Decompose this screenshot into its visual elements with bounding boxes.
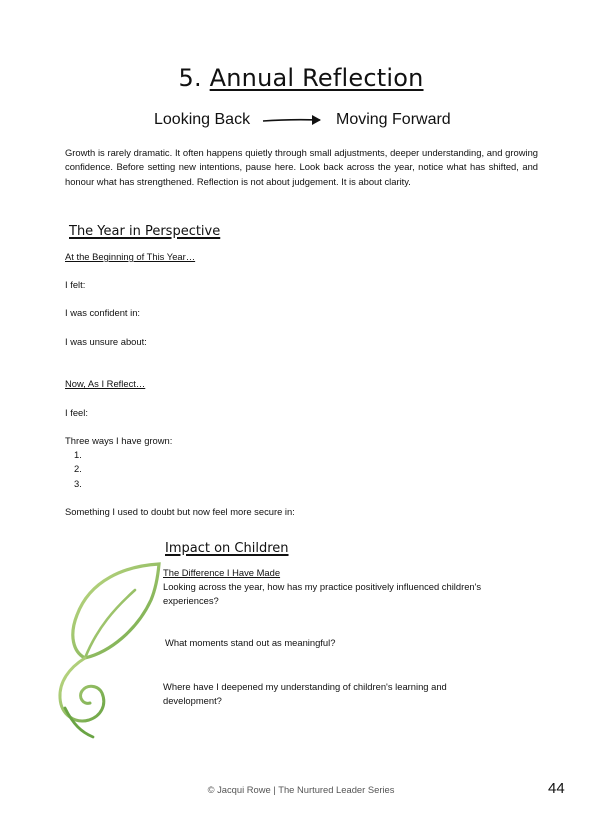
list-number-1: 1. bbox=[74, 449, 82, 460]
title-number: 5. bbox=[178, 64, 202, 92]
subtitle-moving-forward: Moving Forward bbox=[336, 111, 451, 128]
subtitle-looking-back: Looking Back bbox=[154, 111, 251, 128]
prompt-feel: I feel: bbox=[65, 407, 88, 418]
now-heading: Now, As I Reflect… bbox=[65, 378, 146, 389]
list-number-3: 3. bbox=[74, 478, 82, 489]
prompt-felt: I felt: bbox=[65, 279, 86, 290]
list-number-2: 2. bbox=[74, 463, 82, 474]
arrow-right-icon bbox=[262, 113, 324, 132]
impact-question-1: Looking across the year, how has my practice positively influenced children's experiences? bbox=[163, 581, 482, 606]
prompt-grown: Three ways I have grown: bbox=[65, 435, 173, 446]
page-number: 44 bbox=[548, 780, 565, 797]
intro-paragraph: Growth is rarely dramatic. It often happens quietly through small adjustments, deeper understanding, and growing confidence. Before setting new intentions, pause here. Look back across the year, notice what has shifted, and honour what has strengthened. Reflection is not about judgement. It is about clarity. bbox=[65, 147, 538, 187]
title-text: Annual Reflection bbox=[209, 64, 424, 92]
prompt-confident: I was confident in: bbox=[65, 307, 141, 318]
section-title-perspective: The Year in Perspective bbox=[69, 224, 221, 239]
beginning-heading: At the Beginning of This Year… bbox=[65, 251, 196, 262]
prompt-unsure: I was unsure about: bbox=[65, 336, 147, 347]
footer-credit: © Jacqui Rowe | The Nurtured Leader Series bbox=[207, 784, 395, 795]
prompt-doubt: Something I used to doubt but now feel more secure in: bbox=[65, 506, 295, 517]
impact-heading: The Difference I Have Made bbox=[163, 567, 281, 578]
section-title-impact: Impact on Children bbox=[165, 541, 289, 556]
impact-question-3: Where have I deepened my understanding of children's learning and development? bbox=[163, 681, 447, 706]
leaf-illustration bbox=[55, 560, 165, 750]
impact-question-2: What moments stand out as meaningful? bbox=[165, 637, 336, 648]
page-title bbox=[0, 64, 602, 92]
